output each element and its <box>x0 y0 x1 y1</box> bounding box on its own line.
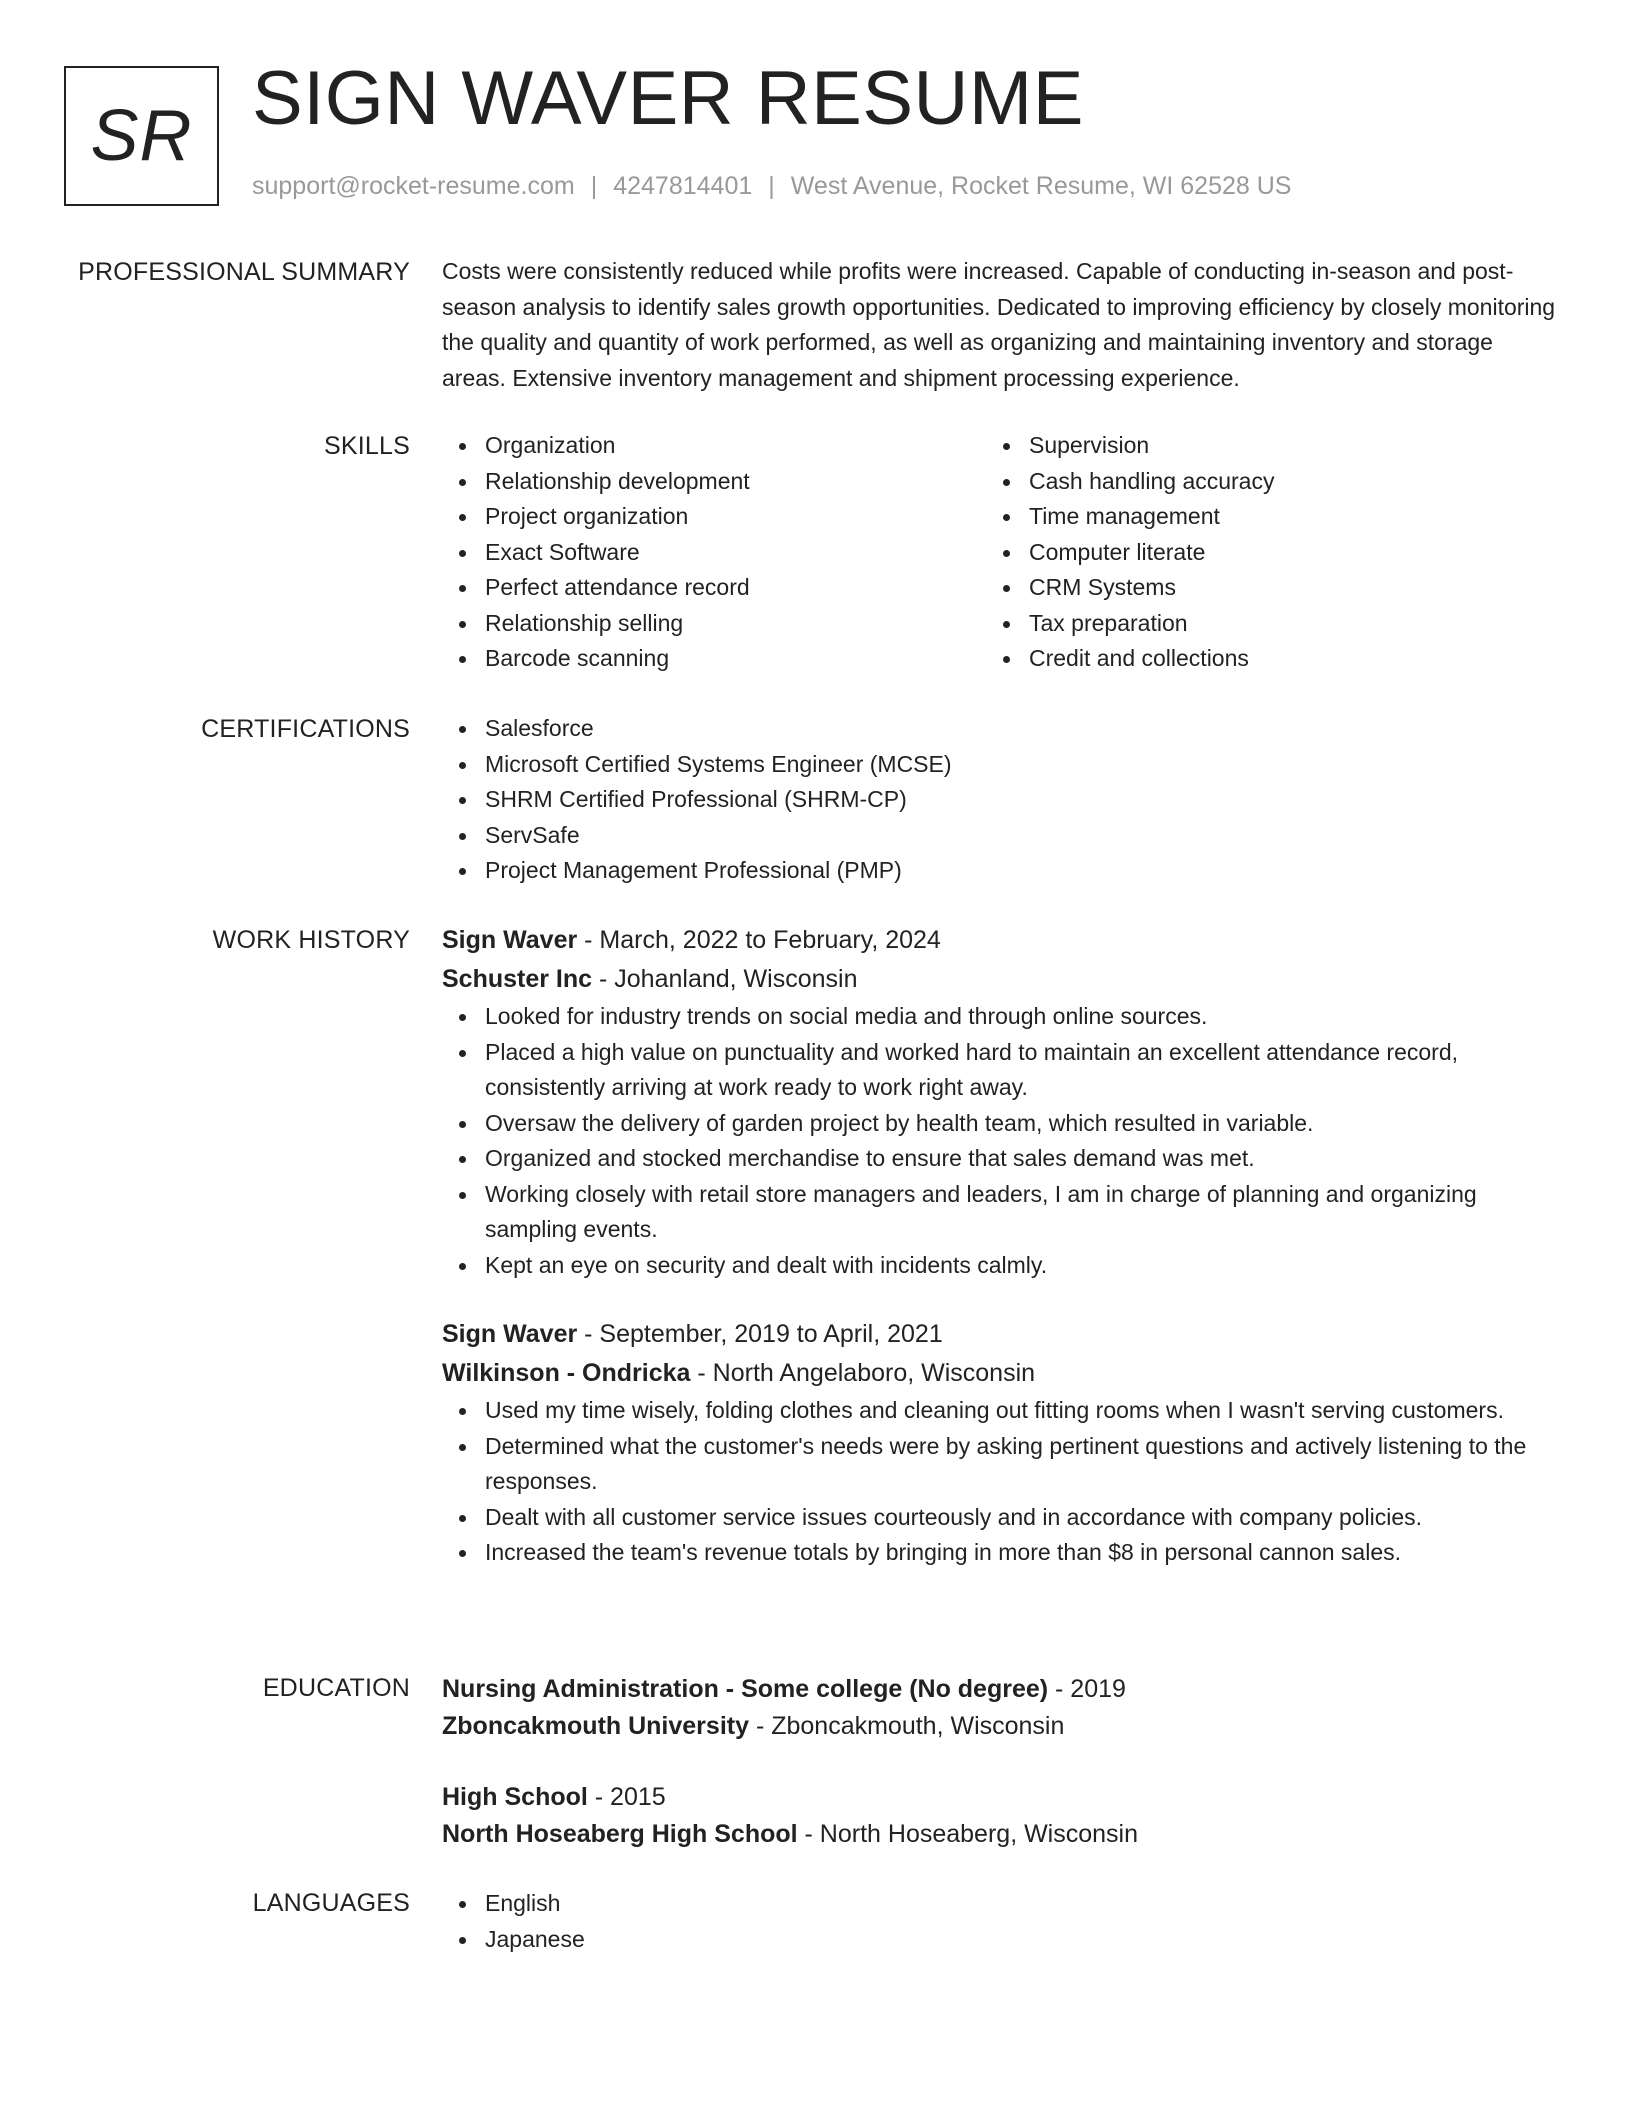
education-body <box>442 1671 1562 1853</box>
skill-item: Cash handling accuracy <box>986 464 1530 500</box>
job-company: Schuster Inc <box>442 965 593 993</box>
job-entry <box>442 1315 1562 1571</box>
job-title-line <box>442 921 1562 960</box>
work-history-body <box>442 921 1562 1571</box>
monogram-box <box>64 66 219 206</box>
section-label-skills: SKILLS <box>324 432 410 460</box>
certifications-list <box>442 711 1562 889</box>
education-degree: Nursing Administration - Some college (No degree) <box>442 1675 1049 1703</box>
job-title-line <box>442 1315 1562 1354</box>
education-year: - 2015 <box>587 1783 666 1811</box>
job-dates: - March, 2022 to February, 2024 <box>577 926 941 954</box>
skill-item: Supervision <box>986 428 1530 464</box>
skills-column-left <box>442 428 986 677</box>
job-duty-item: Oversaw the delivery of garden project by health team, which resulted in variable. <box>442 1106 1562 1142</box>
job-duty-item: Increased the team's revenue totals by bringing in more than $8 in personal cannon sales. <box>442 1535 1562 1571</box>
job-duty-item: Dealt with all customer service issues courteously and in accordance with company policies. <box>442 1500 1562 1536</box>
skills-body <box>442 428 1562 677</box>
certification-item: Microsoft Certified Systems Engineer (MCSE) <box>442 747 1562 783</box>
certification-item: Project Management Professional (PMP) <box>442 853 1562 889</box>
skills-list-right <box>986 428 1530 677</box>
job-duty-item: Working closely with retail store managers and leaders, I am in charge of planning and organizing sampling events. <box>442 1177 1562 1248</box>
job-duty-item: Organized and stocked merchandise to ensure that sales demand was met. <box>442 1141 1562 1177</box>
certifications-body <box>442 711 1562 889</box>
summary-body <box>442 258 1562 396</box>
contact-phone[interactable]: 4247814401 <box>613 172 753 200</box>
skill-item: Relationship selling <box>442 606 986 642</box>
job-duty-item: Used my time wisely, folding clothes and cleaning out fitting rooms when I wasn't serving customers. <box>442 1393 1562 1429</box>
education-degree-line <box>442 1779 1562 1816</box>
language-item: English <box>442 1886 1562 1922</box>
education-degree-line <box>442 1671 1562 1708</box>
education-location: - Zboncakmouth, Wisconsin <box>749 1712 1065 1740</box>
language-item: Japanese <box>442 1922 1562 1958</box>
skill-item: Credit and collections <box>986 641 1530 677</box>
job-duties-list <box>442 999 1562 1283</box>
skill-item: Exact Software <box>442 535 986 571</box>
skill-item: Relationship development <box>442 464 986 500</box>
education-school-line <box>442 1816 1562 1853</box>
section-label-work-history: WORK HISTORY <box>212 926 410 954</box>
job-duty-item: Kept an eye on security and dealt with incidents calmly. <box>442 1248 1562 1284</box>
skill-item: Time management <box>986 499 1530 535</box>
skill-item: CRM Systems <box>986 570 1530 606</box>
education-school-line <box>442 1708 1562 1745</box>
contact-line <box>252 172 1291 201</box>
contact-separator: | <box>590 172 598 200</box>
education-year: - 2019 <box>1048 1675 1126 1703</box>
languages-body <box>442 1886 1562 1957</box>
education-entry <box>442 1779 1562 1853</box>
skill-item: Tax preparation <box>986 606 1530 642</box>
skill-item: Perfect attendance record <box>442 570 986 606</box>
contact-address: West Avenue, Rocket Resume, WI 62528 US <box>790 172 1292 200</box>
monogram-initials: SR <box>90 96 193 176</box>
section-label-summary: PROFESSIONAL SUMMARY <box>78 258 410 286</box>
certification-item: Salesforce <box>442 711 1562 747</box>
skill-item: Project organization <box>442 499 986 535</box>
job-company-line <box>442 1354 1562 1393</box>
job-duty-item: Looked for industry trends on social media and through online sources. <box>442 999 1562 1035</box>
skill-item: Computer literate <box>986 535 1530 571</box>
job-duty-item: Determined what the customer's needs were by asking pertinent questions and actively listening to the responses. <box>442 1429 1562 1500</box>
languages-list <box>442 1886 1562 1957</box>
education-location: - North Hoseaberg, Wisconsin <box>797 1820 1138 1848</box>
certification-item: ServSafe <box>442 818 1562 854</box>
summary-text: Costs were consistently reduced while profits were increased. Capable of conducting in-season and post-season analysis to identify sales growth opportunities. Dedicated to improving efficiency by closely monitoring the quality and quantity of work performed, as well as organizing and maintaining inventory and storage areas. Extensive inventory management and shipment processing experience. <box>442 258 1556 391</box>
job-title: Sign Waver <box>442 926 578 954</box>
job-dates: - September, 2019 to April, 2021 <box>577 1320 943 1348</box>
skills-column-right <box>986 428 1530 677</box>
education-entry <box>442 1671 1562 1745</box>
education-school: North Hoseaberg High School <box>442 1820 798 1848</box>
job-duty-item: Placed a high value on punctuality and worked hard to maintain an excellent attendance record, consistently arriving at work ready to work right away. <box>442 1035 1562 1106</box>
job-location: - Johanland, Wisconsin <box>592 965 858 993</box>
section-label-certifications: CERTIFICATIONS <box>201 715 410 743</box>
contact-email[interactable]: support@rocket-resume.com <box>252 172 575 200</box>
certification-item: SHRM Certified Professional (SHRM-CP) <box>442 782 1562 818</box>
resume-title: SIGN WAVER RESUME <box>252 56 1084 141</box>
contact-separator: | <box>768 172 775 200</box>
education-school: Zboncakmouth University <box>442 1712 749 1740</box>
section-label-education: EDUCATION <box>262 1674 410 1702</box>
job-duties-list <box>442 1393 1562 1571</box>
skill-item: Organization <box>442 428 986 464</box>
skills-list-left <box>442 428 986 677</box>
job-company: Wilkinson - Ondricka <box>442 1359 691 1387</box>
job-title: Sign Waver <box>442 1320 578 1348</box>
job-entry <box>442 921 1562 1283</box>
skill-item: Barcode scanning <box>442 641 986 677</box>
job-location: - North Angelaboro, Wisconsin <box>690 1359 1036 1387</box>
education-degree: High School <box>442 1783 588 1811</box>
section-label-languages: LANGUAGES <box>252 1889 410 1917</box>
job-company-line <box>442 960 1562 999</box>
